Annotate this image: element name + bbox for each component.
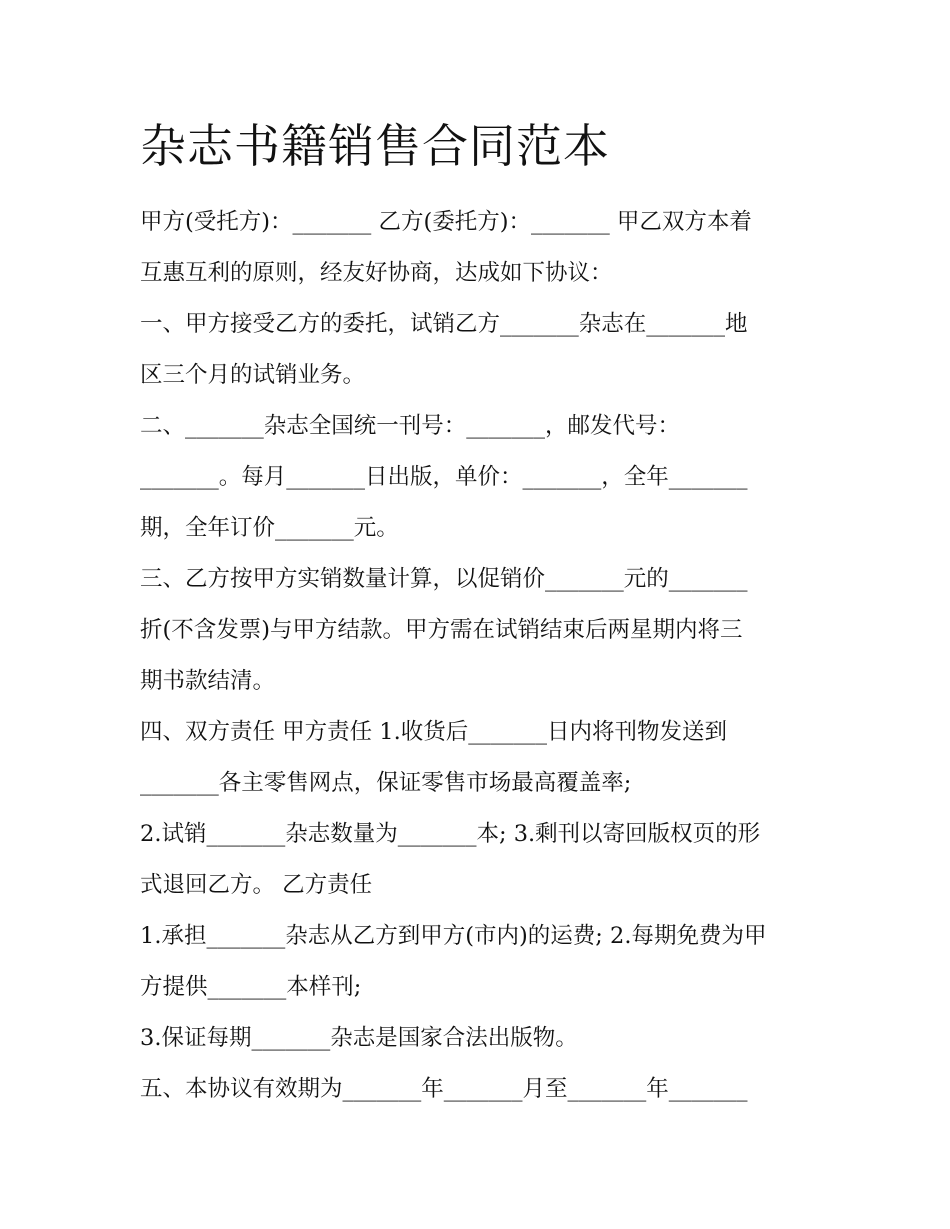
contract-line-17: 3.保证每期_______杂志是国家合法出版物。 — [140, 1025, 578, 1051]
contract-line-14: 式退回乙方。 乙方责任 — [140, 872, 373, 898]
contract-line-13: 2.试销_______杂志数量为_______本; 3.剩刊以寄回版权页的形 — [140, 821, 761, 847]
contract-line-2: 互惠互利的原则，经友好协商，达成如下协议： — [140, 260, 613, 286]
document-title: 杂志书籍销售合同范本 — [140, 119, 610, 173]
contract-line-18: 五、本协议有效期为_______年_______月至_______年_______ — [140, 1076, 748, 1102]
contract-line-6: _______。每月_______日出版，单价：_______，全年_______ — [140, 464, 748, 490]
contract-line-16: 方提供_______本样刊; — [140, 974, 362, 1000]
contract-line-12: _______各主零售网点，保证零售市场最高覆盖率; — [140, 770, 632, 796]
contract-line-8: 三、乙方按甲方实销数量计算，以促销价_______元的_______ — [140, 566, 748, 592]
contract-line-15: 1.承担_______杂志从乙方到甲方(市内)的运费; 2.每期免费为甲 — [140, 923, 767, 949]
contract-line-3: 一、甲方接受乙方的委托，试销乙方_______杂志在_______地 — [140, 311, 748, 337]
contract-line-5: 二、_______杂志全国统一刊号：_______，邮发代号： — [140, 413, 681, 439]
contract-line-9: 折(不含发票)与甲方结款。甲方需在试销结束后两星期内将三 — [140, 617, 743, 643]
contract-line-4: 区三个月的试销业务。 — [140, 362, 366, 388]
contract-line-10: 期书款结清。 — [140, 668, 276, 694]
contract-line-7: 期，全年订价_______元。 — [140, 515, 399, 541]
contract-line-11: 四、双方责任 甲方责任 1.收货后_______日内将刊物发送到 — [140, 719, 728, 745]
contract-line-1: 甲方(受托方)：_______ 乙方(委托方)：_______ 甲乙双方本着 — [140, 209, 752, 235]
